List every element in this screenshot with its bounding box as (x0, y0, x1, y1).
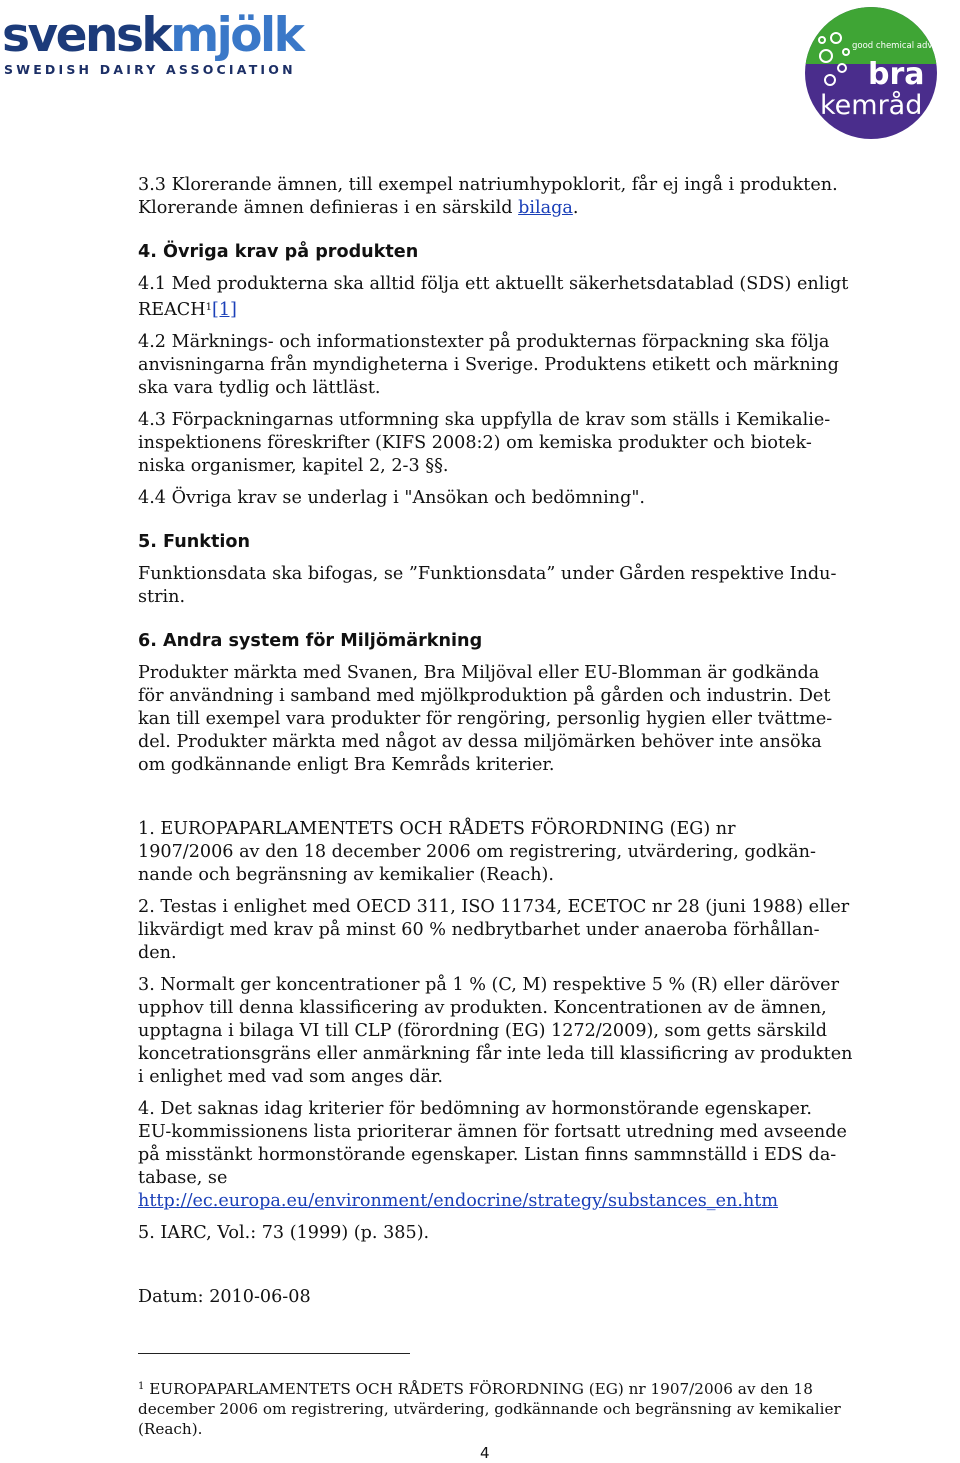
svensk-mjolk-logo (2, 10, 302, 77)
footnote-link[interactable]: [1] (211, 300, 237, 320)
logo-right-tagline: good chemical advice (852, 41, 945, 51)
logo-tagline: SWEDISH DAIRY ASSOCIATION (4, 62, 296, 77)
note-1: 1. EUROPAPARLAMENTETS OCH RÅDETS FÖRORDNING (EG) nr 1907/2006 av den 18 december 2006 om registrering, utvärdering, godkän- nande och begränsning av kemikalier (Reach). (138, 819, 816, 885)
logo-right-word2: kemråd (820, 90, 923, 121)
heading-section-5: 5. Funktion (138, 532, 250, 552)
page-number: 4 (480, 1444, 490, 1462)
eu-endocrine-link[interactable]: http://ec.europa.eu/environment/endocrine/strategy/substances_en.htm (138, 1191, 779, 1211)
footnote-ref: 1 (205, 302, 212, 313)
logo-wordmark: svenskmjölk (2, 8, 303, 63)
paragraph-4-3: 4.3 Förpackningarnas utformning ska uppfylla de krav som ställs i Kemikalie- inspektionens föreskrifter (KIFS 2008:2) om kemiska produkter och biotek- niska organismer, kapitel 2, 2-3 §§. (138, 410, 831, 476)
heading-section-4: 4. Övriga krav på produkten (138, 242, 419, 262)
note-3: 3. Normalt ger koncentrationer på 1 % (C, M) respektive 5 % (R) eller däröver upphov till denna klassificering av produkten. Koncentrationen av de ämnen, upptagna i bilaga VI till CLP (förordning (EG) 1272/2009), som getts särskild koncetrationsgräns eller anmärkning får inte leda till klassificring av produkten i enlighet med vad som anges där. (138, 975, 853, 1087)
note-2: 2. Testas i enlighet med OECD 311, ISO 11734, ECETOC nr 28 (juni 1988) eller likvärdigt med krav på minst 60 % nedbrytbarhet under anaeroba förhållan- den. (138, 897, 850, 963)
paragraph-4-1: 4.1 Med produkterna ska alltid följa ett aktuellt säkerhetsdatablad (SDS) enligt REACH$^1$[1] (138, 274, 849, 320)
paragraph-5: Funktionsdata ska bifogas, se ”Funktionsdata” under Gården respektive Indu- strin. (138, 564, 837, 607)
footnote-divider (138, 1353, 410, 1354)
section-3-3: 3.3 Klorerande ämnen, till exempel natriumhypoklorit, får ej ingå i produkten. Klorerande ämnen definieras i en särskild bilaga. (138, 175, 838, 218)
document-date: Datum: 2010-06-08 (138, 1287, 311, 1307)
note-4: 4. Det saknas idag kriterier för bedömning av hormonstörande egenskaper. EU-kommissionens lista prioriterar ämnen för fortsatt utredning med avseende på misstänkt hormonstörande egenskaper. Listan finns sammnställd i EDS da- tabase, se http://ec.europa.eu/environment/endocrine/strategy/substances_en.htm (138, 1099, 847, 1211)
note-5: 5. IARC, Vol.: 73 (1999) (p. 385). (138, 1223, 430, 1243)
paragraph-4-2: 4.2 Märknings- och informationstexter på produkternas förpackning ska följa anvisningarna från myndigheterna i Sverige. Produktens etikett och märkning ska vara tydlig och lättläst. (138, 332, 839, 398)
bra-kemrad-logo (786, 6, 956, 140)
paragraph-4-4: 4.4 Övriga krav se underlag i "Ansökan och bedömning". (138, 488, 646, 508)
heading-section-6: 6. Andra system för Miljömärkning (138, 631, 483, 651)
logo-right-word1: bra (868, 57, 925, 92)
bilaga-link[interactable]: bilaga (518, 198, 573, 218)
paragraph-6: Produkter märkta med Svanen, Bra Miljöval eller EU-Blomman är godkända för användning i samband med mjölkproduktion på gården och industrin. Det kan till exempel vara produkter för rengöring, personlig hygien eller tvättme- del. Produkter märkta med något av dessa miljömärken behöver inte ansöka om godkännande enligt Bra Kemråds kriterier. (138, 663, 833, 775)
document-body (138, 174, 853, 1309)
footnote: $^1$ EUROPAPARLAMENTETS OCH RÅDETS FÖRORDNING (EG) nr 1907/2006 av den 18 december 2006 om registrering, utvärdering, godkännande och begränsning av kemikalier (Reach). (138, 1380, 841, 1438)
